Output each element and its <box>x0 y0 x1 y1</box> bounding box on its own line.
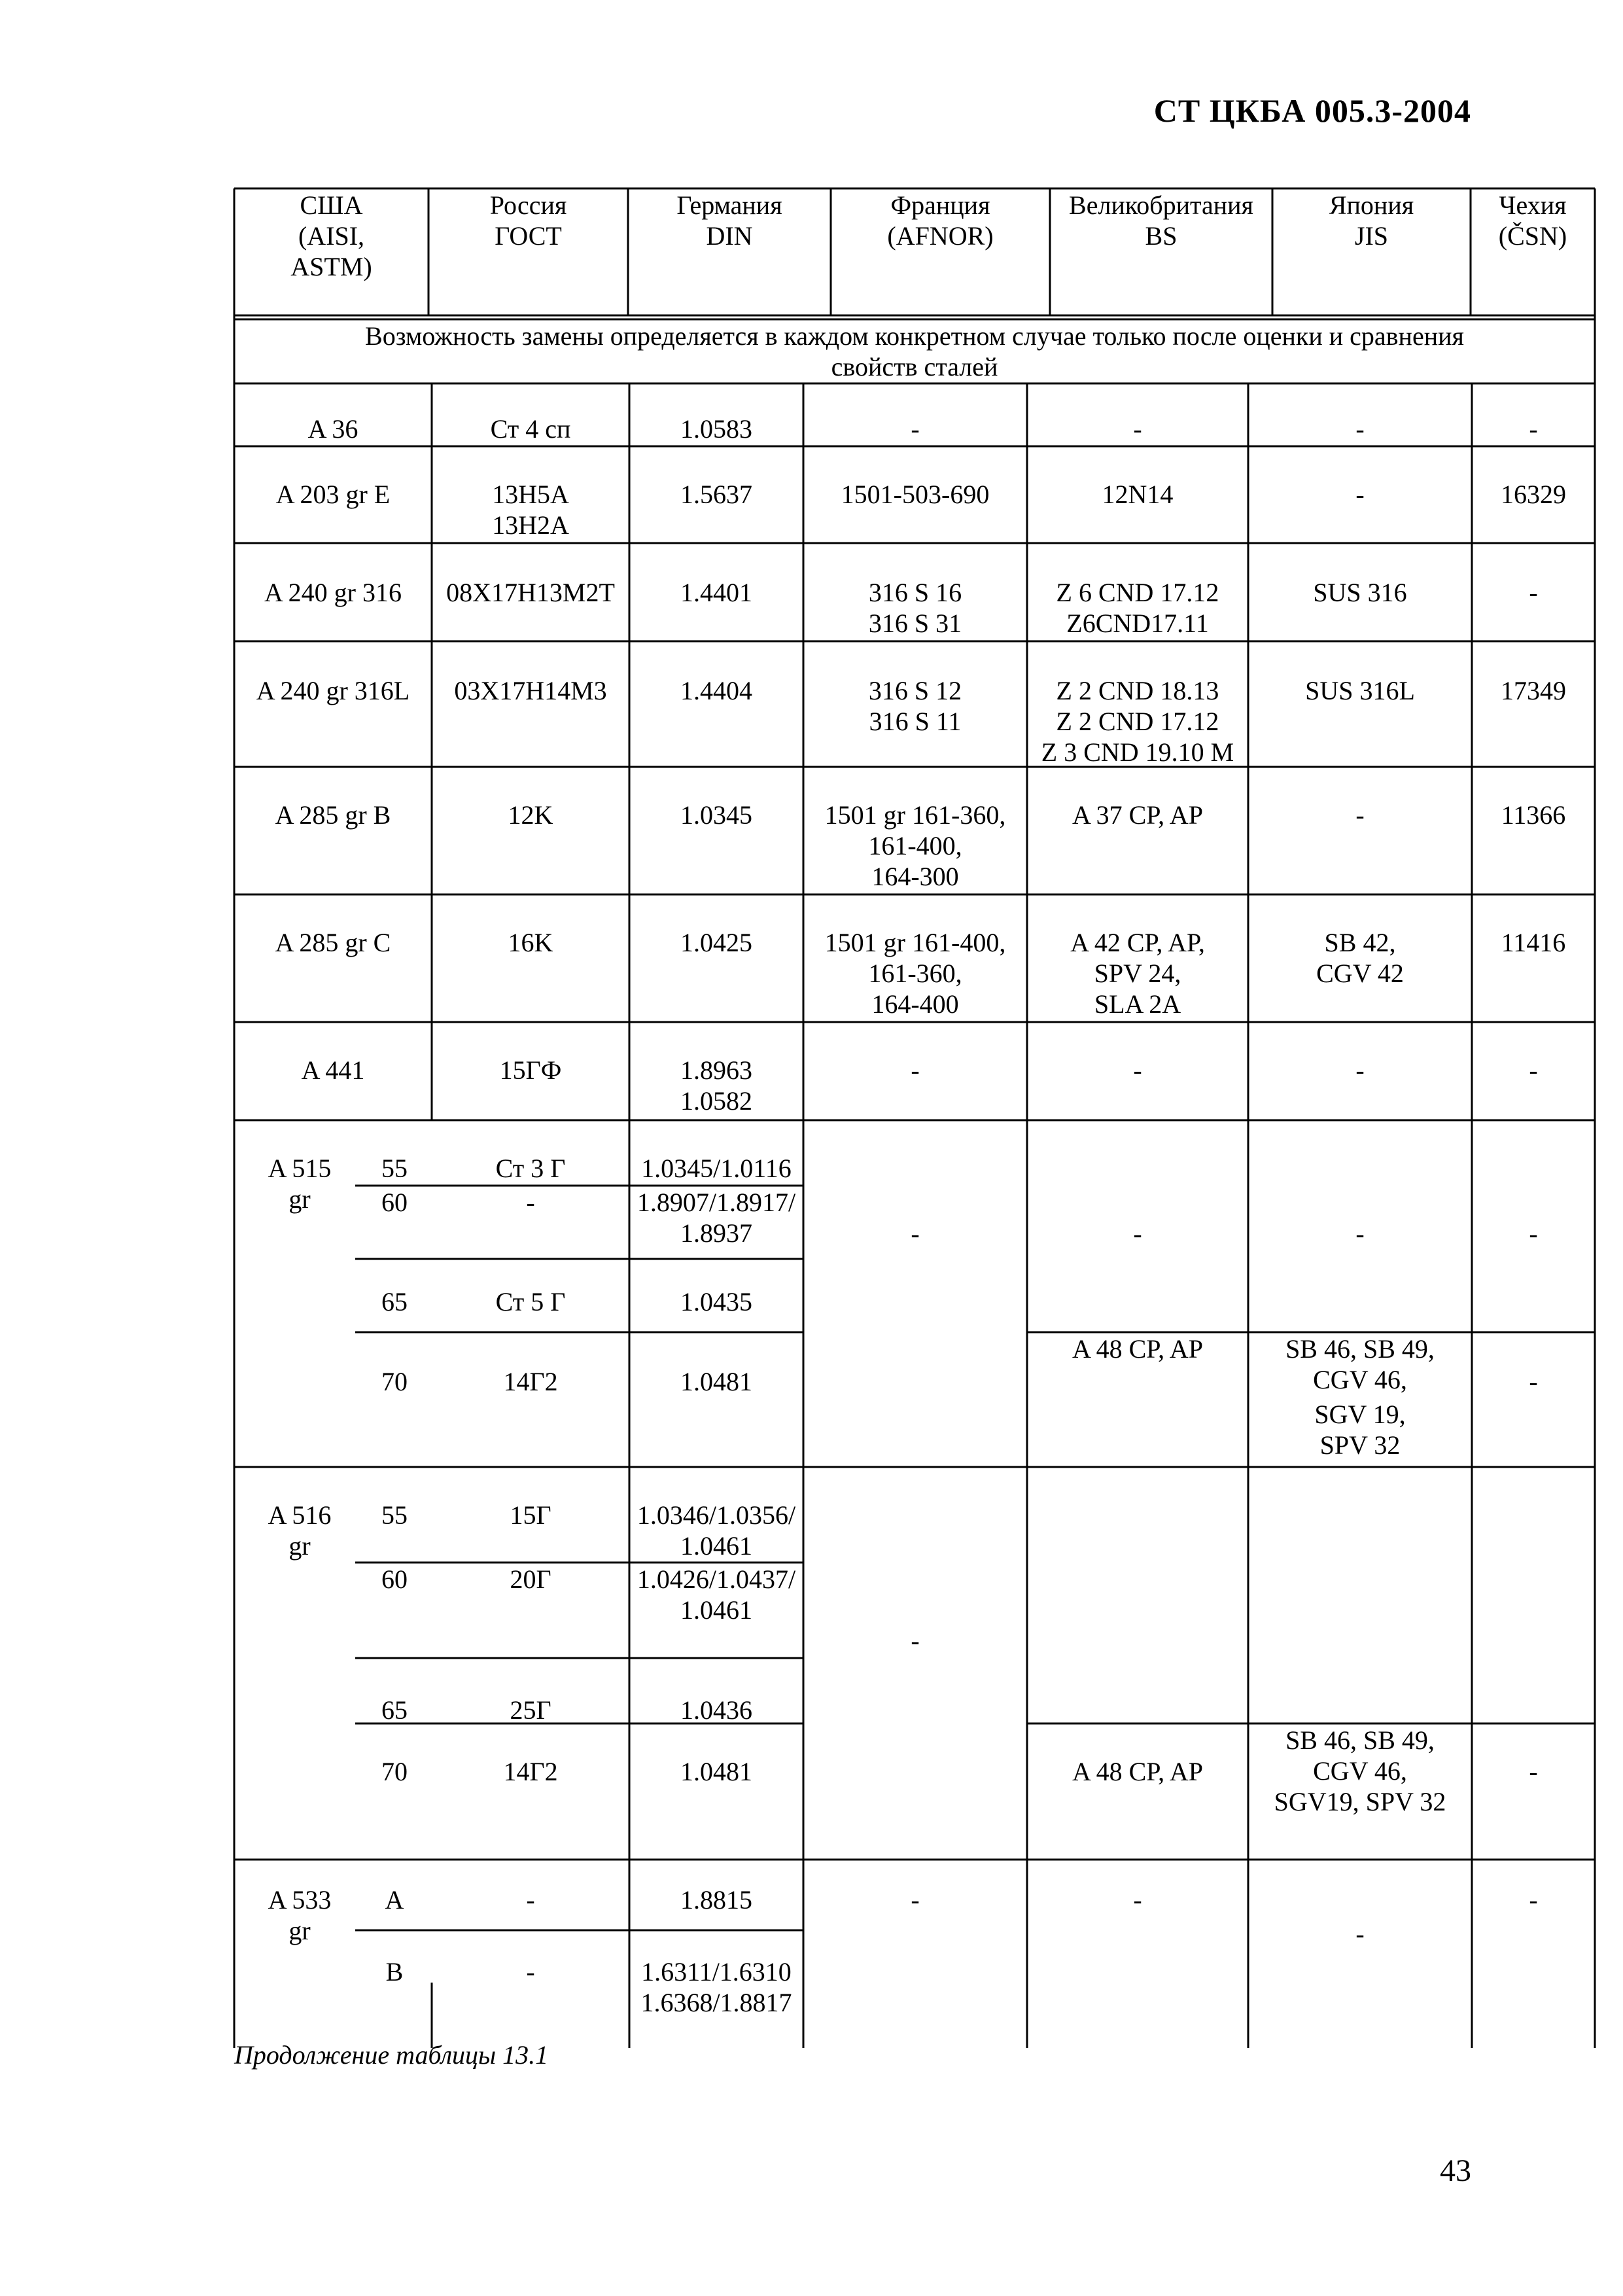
row-7-germany: 1.8963 1.0582 <box>680 1055 752 1116</box>
column-header-japan: Япония JIS <box>1329 190 1414 251</box>
a516-russia-1: 15Г <box>510 1500 551 1530</box>
row-4-russia: 03Х17Н14М3 <box>454 676 607 705</box>
a515-russia-4: 14Г2 <box>503 1367 558 1396</box>
row-6-czech: 11416 <box>1501 928 1566 957</box>
a516-grade-2: 60 <box>381 1564 408 1594</box>
a515-russia-2: - <box>526 1188 535 1217</box>
row-1-russia: Ст 4 сп <box>490 414 571 444</box>
document-code: СТ ЦКБА 005.3-2004 <box>1153 92 1471 129</box>
a515-japan-upper: - <box>1355 1219 1365 1248</box>
a515-grade-3: 65 <box>381 1287 408 1316</box>
row-4-czech: 17349 <box>1501 676 1566 705</box>
row-5-uk: A 37 CP, AP <box>1072 800 1204 830</box>
a515-uk-upper: - <box>1133 1219 1142 1248</box>
row-4-japan: SUS 316L <box>1305 676 1415 705</box>
a533-germany-1: 1.8815 <box>680 1885 752 1915</box>
a515-japan-lower: SB 46, SB 49, CGV 46, SGV 19, SPV 32 <box>1285 1334 1435 1460</box>
row-1-japan: - <box>1355 414 1365 444</box>
a516-germany-4: 1.0481 <box>680 1757 752 1786</box>
a516-uk-lower: A 48 CP, AP <box>1072 1757 1204 1786</box>
row-2-uk: 12N14 <box>1102 480 1174 509</box>
a515-germany-1: 1.0345/1.0116 <box>641 1154 792 1183</box>
column-header-uk: Великобритания BS <box>1069 190 1253 251</box>
row-5-germany: 1.0345 <box>680 800 752 830</box>
row-7-japan: - <box>1355 1055 1365 1085</box>
a515-germany-4: 1.0481 <box>680 1367 752 1396</box>
a515-grade-4: 70 <box>381 1367 408 1396</box>
a516-russia-2: 20Г <box>510 1564 551 1594</box>
column-header-russia: Россия ГОСТ <box>489 190 567 251</box>
row-1-usa: A 36 <box>307 414 358 444</box>
a515-russia-1: Ст 3 Г <box>495 1154 566 1183</box>
row-3-japan: SUS 316 <box>1313 578 1407 607</box>
row-5-usa: A 285 gr B <box>275 800 391 830</box>
a515-label: A 515 gr <box>268 1154 332 1214</box>
row-4-uk: Z 2 CND 18.13 Z 2 CND 17.12 Z 3 CND 19.10 M <box>1041 676 1234 767</box>
replacement-note: Возможность замены определяется в каждом конкретном случае только после оценки и сравнения свойств сталей <box>365 321 1464 381</box>
a516-russia-3: 25Г <box>510 1695 551 1725</box>
a516-czech-lower: - <box>1529 1757 1538 1786</box>
row-1-france: - <box>911 414 920 444</box>
a516-germany-1: 1.0346/1.0356/ 1.0461 <box>637 1500 796 1561</box>
a515-russia-3: Ст 5 Г <box>495 1287 566 1316</box>
row-6-germany: 1.0425 <box>680 928 752 957</box>
table-caption: Продолжение таблицы 13.1 <box>234 2040 549 2070</box>
row-4-france: 316 S 12 316 S 11 <box>868 676 962 736</box>
a516-germany-3: 1.0436 <box>680 1695 752 1725</box>
row-5-czech: 11366 <box>1501 800 1566 830</box>
column-header-czech: Чехия (ČSN) <box>1498 190 1567 251</box>
row-3-germany: 1.4401 <box>680 578 752 607</box>
a515-czech-lower: - <box>1529 1367 1538 1396</box>
row-2-japan: - <box>1355 480 1365 509</box>
a533-germany-2: 1.6311/1.6310 1.6368/1.8817 <box>640 1957 792 2017</box>
a516-france: - <box>911 1626 920 1655</box>
a533-czech: - <box>1529 1885 1538 1915</box>
row-1-germany: 1.0583 <box>680 414 752 444</box>
row-3-usa: A 240 gr 316 <box>264 578 402 607</box>
a533-japan: - <box>1355 1919 1365 1949</box>
row-3-uk: Z 6 CND 17.12 Z6CND17.11 <box>1056 578 1219 638</box>
row-2-france: 1501-503-690 <box>841 480 990 509</box>
row-6-france: 1501 gr 161-400, 161-360, 164-400 <box>824 928 1006 1019</box>
row-2-germany: 1.5637 <box>680 480 752 509</box>
a515-france: - <box>911 1219 920 1248</box>
a516-germany-2: 1.0426/1.0437/ 1.0461 <box>637 1564 796 1625</box>
row-4-germany: 1.4404 <box>680 676 752 705</box>
row-4-usa: A 240 gr 316L <box>256 676 410 705</box>
a533-france: - <box>911 1885 920 1915</box>
a516-grade-1: 55 <box>381 1500 408 1530</box>
a515-germany-2: 1.8907/1.8917/ 1.8937 <box>637 1188 796 1248</box>
a533-grade-1: A <box>385 1885 404 1915</box>
row-7-france: - <box>911 1055 920 1085</box>
a516-grade-3: 65 <box>381 1695 408 1725</box>
a533-uk: - <box>1133 1885 1142 1915</box>
row-7-russia: 15ГФ <box>499 1055 562 1085</box>
row-7-usa: A 441 <box>301 1055 365 1085</box>
row-6-russia: 16K <box>508 928 553 957</box>
row-3-france: 316 S 16 316 S 31 <box>868 578 962 638</box>
row-1-czech: - <box>1529 414 1538 444</box>
column-header-france: Франция (AFNOR) <box>887 190 994 251</box>
a516-grade-4: 70 <box>381 1757 408 1786</box>
row-6-usa: A 285 gr C <box>275 928 391 957</box>
row-1-uk: - <box>1133 414 1142 444</box>
column-header-germany: Германия DIN <box>676 190 782 251</box>
a533-grade-2: B <box>385 1957 404 1987</box>
row-5-japan: - <box>1355 800 1365 830</box>
a516-japan-lower: SB 46, SB 49, CGV 46, SGV19, SPV 32 <box>1274 1725 1446 1816</box>
row-7-uk: - <box>1133 1055 1142 1085</box>
a533-russia-1: - <box>526 1885 535 1915</box>
a533-label: A 533 gr <box>268 1885 332 1945</box>
a516-russia-4: 14Г2 <box>503 1757 558 1786</box>
a533-russia-2: - <box>526 1957 535 1987</box>
row-5-russia: 12K <box>508 800 553 830</box>
row-6-japan: SB 42, CGV 42 <box>1316 928 1404 988</box>
row-5-france: 1501 gr 161-360, 161-400, 164-300 <box>824 800 1006 891</box>
a515-czech-upper: - <box>1529 1219 1538 1248</box>
a515-germany-3: 1.0435 <box>680 1287 752 1316</box>
row-6-uk: A 42 CP, AP, SPV 24, SLA 2A <box>1070 928 1205 1019</box>
row-2-czech: 16329 <box>1501 480 1566 509</box>
row-7-czech: - <box>1529 1055 1538 1085</box>
column-header-usa: США (AISI, ASTM) <box>290 190 372 281</box>
row-3-czech: - <box>1529 578 1538 607</box>
page-number: 43 <box>1440 2153 1471 2188</box>
row-2-usa: A 203 gr E <box>275 480 391 509</box>
a516-label: A 516 gr <box>268 1500 332 1561</box>
a515-grade-1: 55 <box>381 1154 408 1183</box>
row-3-russia: 08Х17Н13М2Т <box>446 578 615 607</box>
row-2-russia: 13Н5А 13Н2А <box>492 480 569 540</box>
a515-grade-2: 60 <box>381 1188 408 1217</box>
a515-uk-lower: A 48 CP, AP <box>1072 1334 1204 1364</box>
